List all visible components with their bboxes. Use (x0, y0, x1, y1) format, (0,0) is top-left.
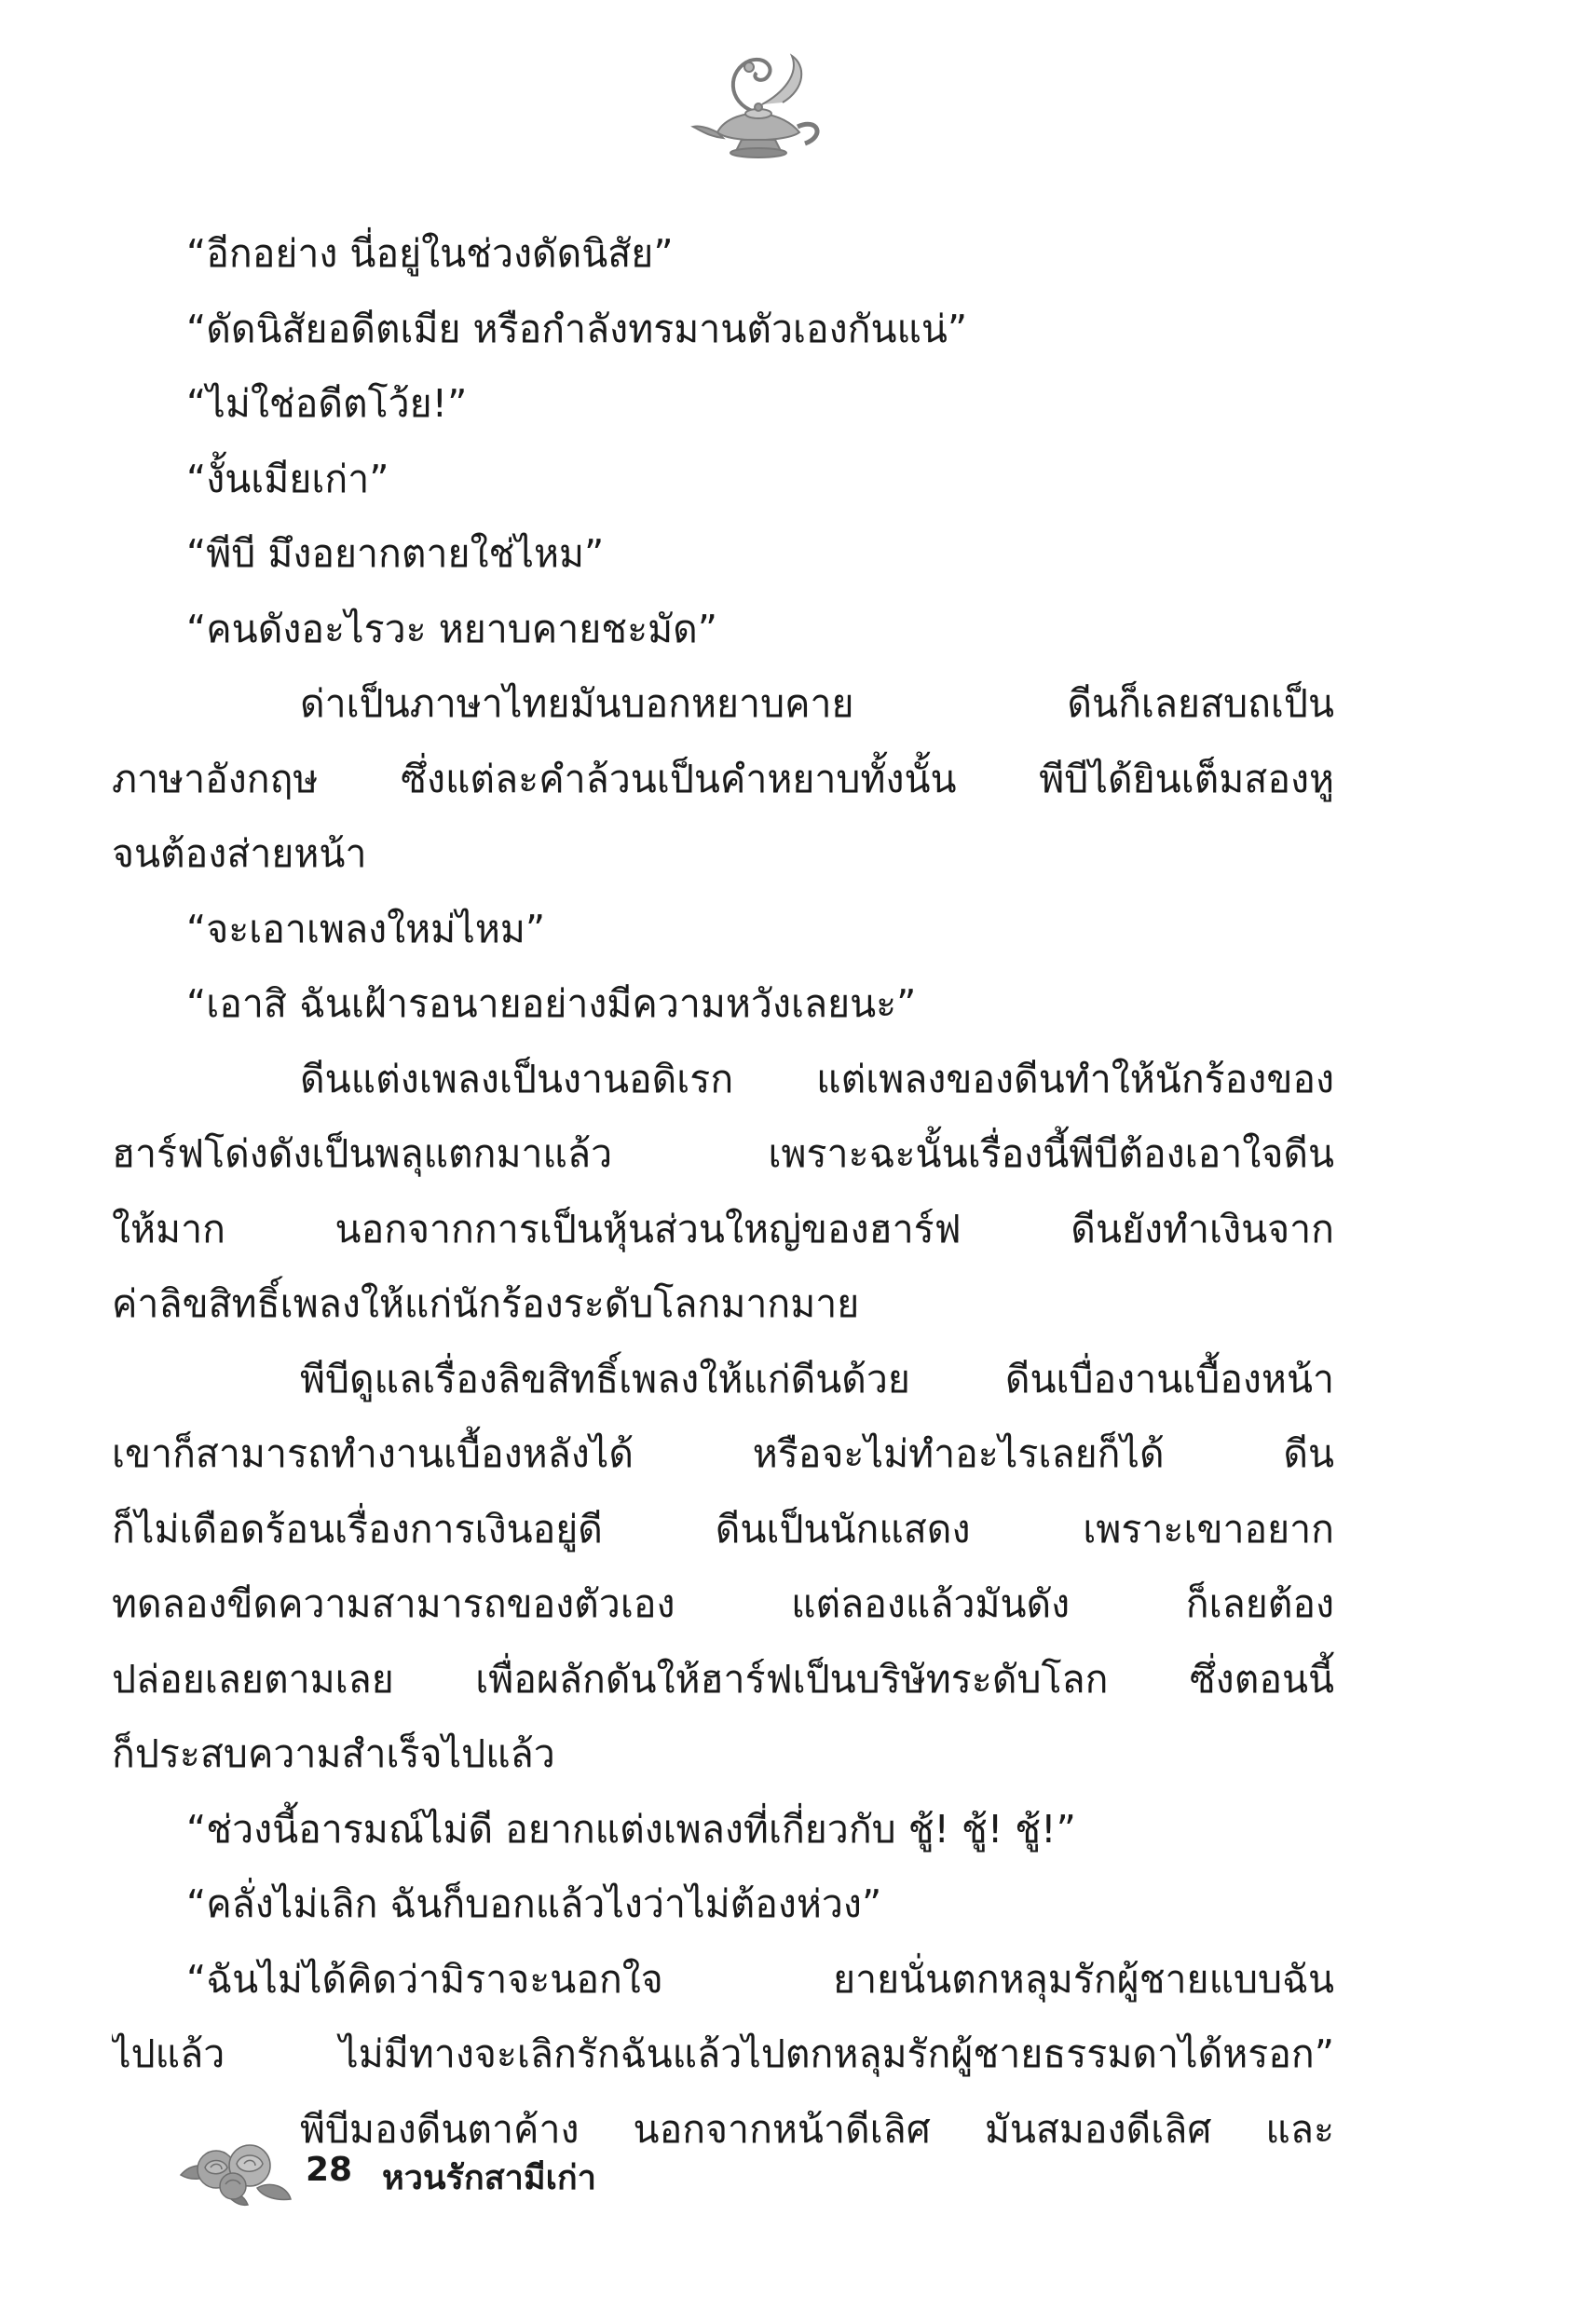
page-number: 28 (306, 2151, 353, 2189)
genie-lamp-icon (689, 47, 829, 172)
text-line: “ไม่ใช่อดีตโว้ย!” (186, 381, 468, 426)
text-line: พีบีดูแลเรื่องลิขสิทธิ์เพลงให้แก่ดีนด้วย ดีนเบื่องานเบื้องหน้า (300, 1356, 1334, 1402)
text-line: ก็ไม่เดือดร้อนเรื่องการเงินอยู่ดี ดีนเป็นนักแสดง เพราะเขาอยาก (112, 1506, 1334, 1552)
text-line: ก็ประสบความสำเร็จไปแล้ว (112, 1731, 555, 1776)
text-line: “คนดังอะไรวะ หยาบคายชะมัด” (186, 606, 718, 651)
book-title: หวนรักสามีเก่า (382, 2159, 596, 2197)
text-line: พีบีมองดีนตาค้าง นอกจากหน้าดีเลิศ มันสมองดีเลิศ และ (300, 2106, 1334, 2152)
text-line: ทดลองขีดความสามารถของตัวเอง แต่ลองแล้วมันดัง ก็เลยต้อง (112, 1581, 1334, 1626)
text-line: “คลั่งไม่เลิก ฉันก็บอกแล้วไงว่าไม่ต้องห่วง” (186, 1881, 882, 1926)
text-line: “อีกอย่าง นี่อยู่ในช่วงดัดนิสัย” (186, 231, 674, 276)
text-line: ให้มาก นอกจากการเป็นหุ้นส่วนใหญ่ของฮาร์ฟ ดีนยังทำเงินจาก (112, 1206, 1334, 1251)
text-line: “ช่วงนี้อารมณ์ไม่ดี อยากแต่งเพลงที่เกี่ยวกับ ชู้! ชู้! ชู้!” (186, 1806, 1076, 1852)
text-line: ดีนแต่งเพลงเป็นงานอดิเรก แต่เพลงของดีนทำให้นักร้องของ (300, 1056, 1334, 1101)
text-line: “ดัดนิสัยอดีตเมีย หรือกำลังทรมานตัวเองกันแน่” (186, 306, 968, 351)
text-line: เขาก็สามารถทำงานเบื้องหลังได้ หรือจะไม่ทำอะไรเลยก็ได้ ดีน (112, 1431, 1334, 1476)
text-line: “เอาสิ ฉันเฝ้ารอนายอย่างมีความหวังเลยนะ” (186, 981, 917, 1026)
text-line: ด่าเป็นภาษาไทยมันบอกหยาบคาย ดีนก็เลยสบถเป็น (300, 681, 1334, 726)
text-line: ปล่อยเลยตามเลย เพื่อผลักดันให้ฮาร์ฟเป็นบริษัทระดับโลก ซึ่งตอนนี้ (112, 1656, 1334, 1702)
text-line: “ฉันไม่ได้คิดว่ามิราจะนอกใจ ยายนั่นตกหลุมรักผู้ชายแบบฉัน (186, 1956, 1334, 2002)
text-line: “งั้นเมียเก่า” (186, 456, 389, 501)
text-line: ภาษาอังกฤษ ซึ่งแต่ละคำล้วนเป็นคำหยาบทั้งนั้น พีบีได้ยินเต็มสองหู (112, 756, 1334, 801)
text-line: “จะเอาเพลงใหม่ไหม” (186, 906, 546, 951)
text-line: ฮาร์ฟโด่งดังเป็นพลุแตกมาแล้ว เพราะฉะนั้นเรื่องนี้พีบีต้องเอาใจดีน (112, 1131, 1334, 1176)
text-line: ค่าลิขสิทธิ์เพลงให้แก่นักร้องระดับโลกมากมาย (112, 1281, 860, 1326)
page-footer (177, 2134, 829, 2208)
body-text (112, 216, 1334, 2167)
text-line: จนต้องส่ายหน้า (112, 831, 367, 876)
text-line: “พีบี มึงอยากตายใช่ไหม” (186, 531, 605, 576)
roses-icon (177, 2134, 293, 2208)
text-line: ไปแล้ว ไม่มีทางจะเลิกรักฉันแล้วไปตกหลุมรักผู้ชายธรรมดาได้หรอก” (112, 2031, 1334, 2076)
